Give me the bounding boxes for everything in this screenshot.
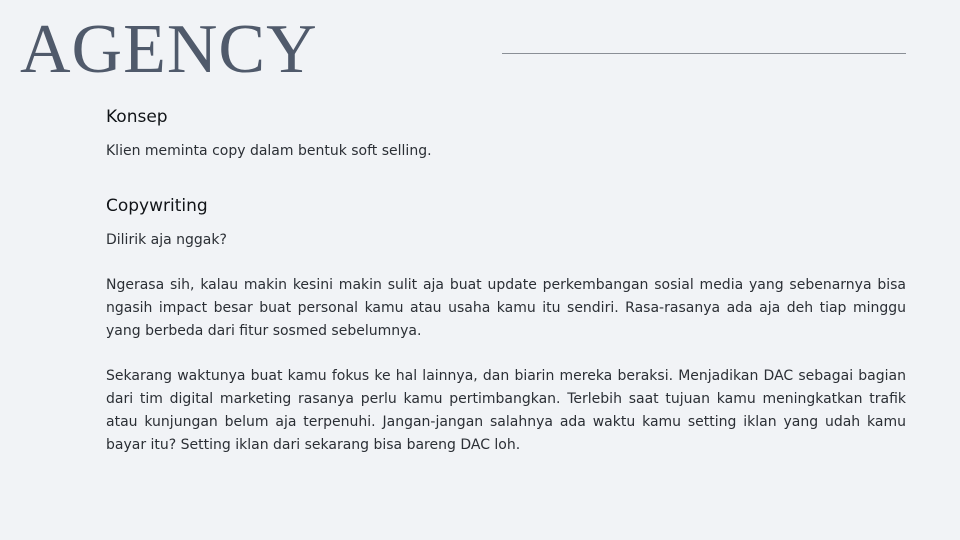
copywriting-heading: Copywriting [106, 196, 208, 216]
copywriting-paragraph-1: Ngerasa sih, kalau makin kesini makin sulit aja buat update perkembangan sosial media yang sebenarnya bisa ngasih impact besar buat personal kamu atau usaha kamu itu sendiri. Rasa-rasanya ada aja deh tiap minggu yang berbeda dari fitur sosmed sebelumnya. [106, 277, 906, 339]
concept-text: Klien meminta copy dalam bentuk soft selling. [106, 143, 432, 159]
concept-heading: Konsep [106, 107, 168, 127]
slide-content [106, 104, 906, 457]
copywriting-subheading: Dilirik aja nggak? [106, 232, 227, 248]
header-divider [502, 53, 906, 54]
copywriting-paragraph-2: Sekarang waktunya buat kamu fokus ke hal lainnya, dan biarin mereka beraksi. Menjadikan DAC sebagai bagian dari tim digital marketing rasanya perlu kamu pertimbangkan. Terlebih saat tujuan kamu meningkatkan trafik atau kunjungan belum aja terpenuhi. Jangan-jangan salahnya ada waktu kamu setting iklan yang udah kamu bayar itu? Setting iklan dari sekarang bisa bareng DAC loh. [106, 368, 906, 453]
brand-title: AGENCY [20, 11, 318, 88]
